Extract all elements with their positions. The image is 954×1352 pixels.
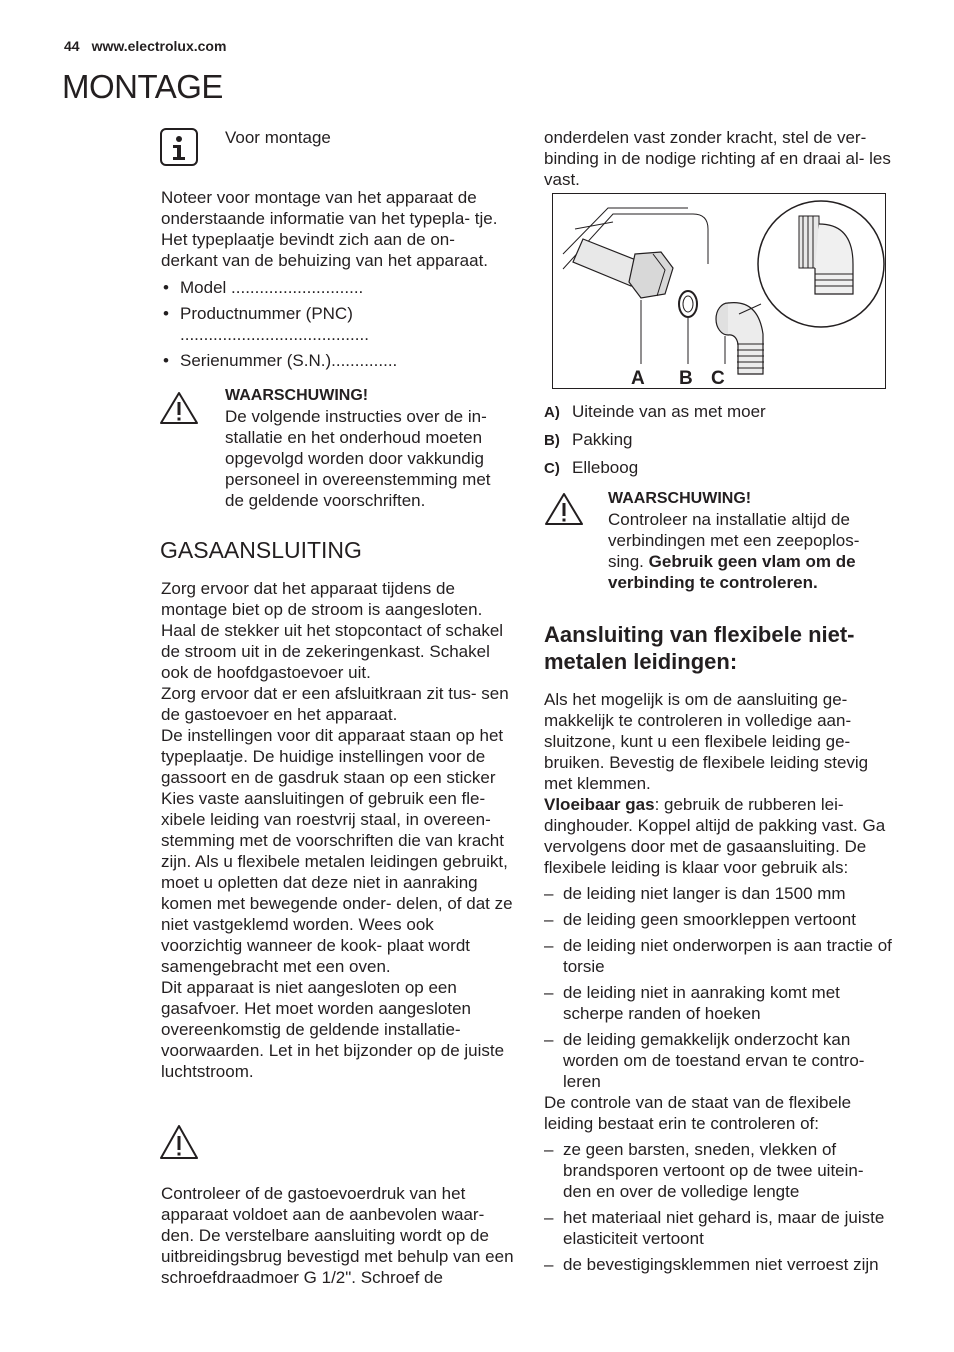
paragraph: Zorg ervoor dat er een afsluitkraan zit tus- sen de gastoevoer en het apparaat.	[161, 684, 509, 724]
section-heading: GASAANSLUITING	[160, 537, 362, 563]
intro-paragraph: Noteer voor montage van het apparaat de onderstaande informatie van het typepla- tje. Het typeplaatje bevindt zich aan de on- derkant van de behuizing van het apparaat.	[161, 188, 498, 270]
list-item: – de bevestigingsklemmen niet verroest zijn	[544, 1254, 894, 1275]
warning-text	[608, 509, 893, 593]
list-item: • Model ............................	[161, 277, 501, 298]
bold-term: Vloeibaar gas	[544, 795, 655, 814]
figure-label-c: C	[711, 368, 725, 389]
paragraph: Kies vaste aansluitingen of gebruik een fle- xibele leiding van roestvrij staal, in overeen- stemming met de voorschriften die van kracht zijn. Als u flexibele metalen leidingen gebruikt, moet u opletten dat deze niet in aanraking komen met bewegende onder- delen, of dat ze niet vastgeklemd worden. Wees ook voorzichtig wanneer de kook- plaat wordt samengebracht met een oven.	[161, 789, 513, 976]
list-item: – de leiding geen smoorkleppen vertoont	[544, 909, 894, 930]
connection-figure	[552, 193, 886, 389]
page-number: 44	[64, 38, 80, 54]
paragraph: Dit apparaat is niet aangesloten op een gasafvoer. Het moet worden aangesloten overeenkomstig de geldende installatie- voorwaarden. Let in het bijzonder op de juiste luchtstroom.	[161, 978, 505, 1081]
legend-text: Elleboog	[572, 458, 639, 477]
paragraph: De controle van de staat van de flexibele leiding bestaat erin te controleren of:	[544, 1093, 852, 1133]
list-item: • Serienummer (S.N.)..............	[161, 350, 501, 371]
info-note: Voor montage	[225, 128, 331, 147]
warning-title: WAARSCHUWING!	[608, 490, 752, 507]
list-item: – ze geen barsten, sneden, vlekken of brandsporen vertoont op de twee uitein- den en over de volledige lengte	[544, 1139, 894, 1202]
list-item: • Productnummer (PNC) ........................................	[161, 303, 501, 345]
figure-label-b: B	[679, 368, 693, 389]
flexible-hose-heading: Aansluiting van flexibele niet- metalen leidingen:	[544, 622, 855, 674]
legend-text: Uiteinde van as met moer	[572, 402, 766, 421]
paragraph	[544, 794, 894, 878]
list-item: – de leiding niet langer is dan 1500 mm	[544, 883, 894, 904]
warning-text-bold: Gebruik geen vlam om de verbinding te controleren.	[608, 552, 856, 592]
paragraph: Zorg ervoor dat het apparaat tijdens de montage biet op de stroom is aangesloten. Haal de stekker uit het stopcontact of schakel de stroom uit in de zekeringenkast. Schakel ook de hoofdgastoevoer uit.	[161, 579, 504, 682]
legend-key: B)	[544, 432, 560, 449]
warning-icon	[544, 492, 584, 526]
paragraph: Als het mogelijk is om de aansluiting ge- makkelijk te controleren in volledige aan- sluitzone, kunt u een flexibele leiding ge- bruiken. Bevestig de flexibele leiding stevig met klemmen.	[544, 690, 869, 793]
figure-legend	[544, 401, 884, 479]
paragraph: De instellingen voor dit apparaat staan op het typeplaatje. De huidige instellingen voor de gassoort en de gasdruk staan op een sticker	[161, 726, 504, 787]
warning-title: WAARSCHUWING!	[225, 387, 369, 404]
warning-icon	[159, 391, 199, 425]
elbow-connection-illustration	[553, 194, 885, 388]
info-icon	[160, 128, 198, 166]
gas-section-body	[161, 578, 513, 1082]
flexible-hose-body	[544, 689, 894, 1280]
list-item: – de leiding niet in aanraking komt met scherpe randen of hoeken	[544, 982, 894, 1024]
legend-text: Pakking	[572, 430, 633, 449]
website-url: www.electrolux.com	[91, 38, 227, 54]
continued-paragraph: onderdelen vast zonder kracht, stel de ver- binding in de nodige richting af en draai al- les vast.	[544, 128, 891, 189]
page-header	[64, 38, 226, 54]
warning-icon	[159, 1124, 199, 1160]
page-title: MONTAGE	[62, 68, 223, 105]
list-item: – de leiding gemakkelijk onderzocht kan worden om de toestand ervan te contro- leren	[544, 1029, 894, 1092]
warning-block	[225, 385, 510, 511]
legend-item	[544, 429, 884, 451]
warning-text: De volgende instructies over de in- stallatie en het onderhoud moeten opgevolgd worden door vakkundig personeel in overeenstemming met de geldende voorschriften.	[225, 407, 491, 510]
legend-key: C)	[544, 460, 560, 477]
legend-item	[544, 457, 884, 479]
paragraph-text: : gebruik de rubberen lei- dinghouder. Koppel altijd de pakking vast. Ga vervolgens door met de gasaansluiting. De flexibele leiding is klaar voor gebruik als:	[544, 795, 886, 877]
inspection-list	[544, 1139, 894, 1275]
list-item: – de leiding niet onderworpen is aan tractie of torsie	[544, 935, 894, 977]
warning-text-regular: Controleer na installatie altijd de verbindingen met een zeepoplos- sing.	[608, 510, 860, 571]
conditions-list	[544, 883, 894, 1092]
list-item: – het materiaal niet gehard is, maar de juiste elasticiteit vertoont	[544, 1207, 894, 1249]
typeplate-list	[161, 277, 501, 376]
pressure-paragraph: Controleer of de gastoevoerdruk van het apparaat voldoet aan de aanbevolen waar- den. De verstelbare aansluiting wordt op de uitbreidingsbrug bevestigd met behulp van een schroefdraadmoer G 1/2". Schroef de	[161, 1184, 514, 1287]
legend-key: A)	[544, 404, 560, 421]
warning-block	[608, 488, 893, 593]
legend-item	[544, 401, 884, 423]
figure-label-a: A	[631, 368, 645, 389]
